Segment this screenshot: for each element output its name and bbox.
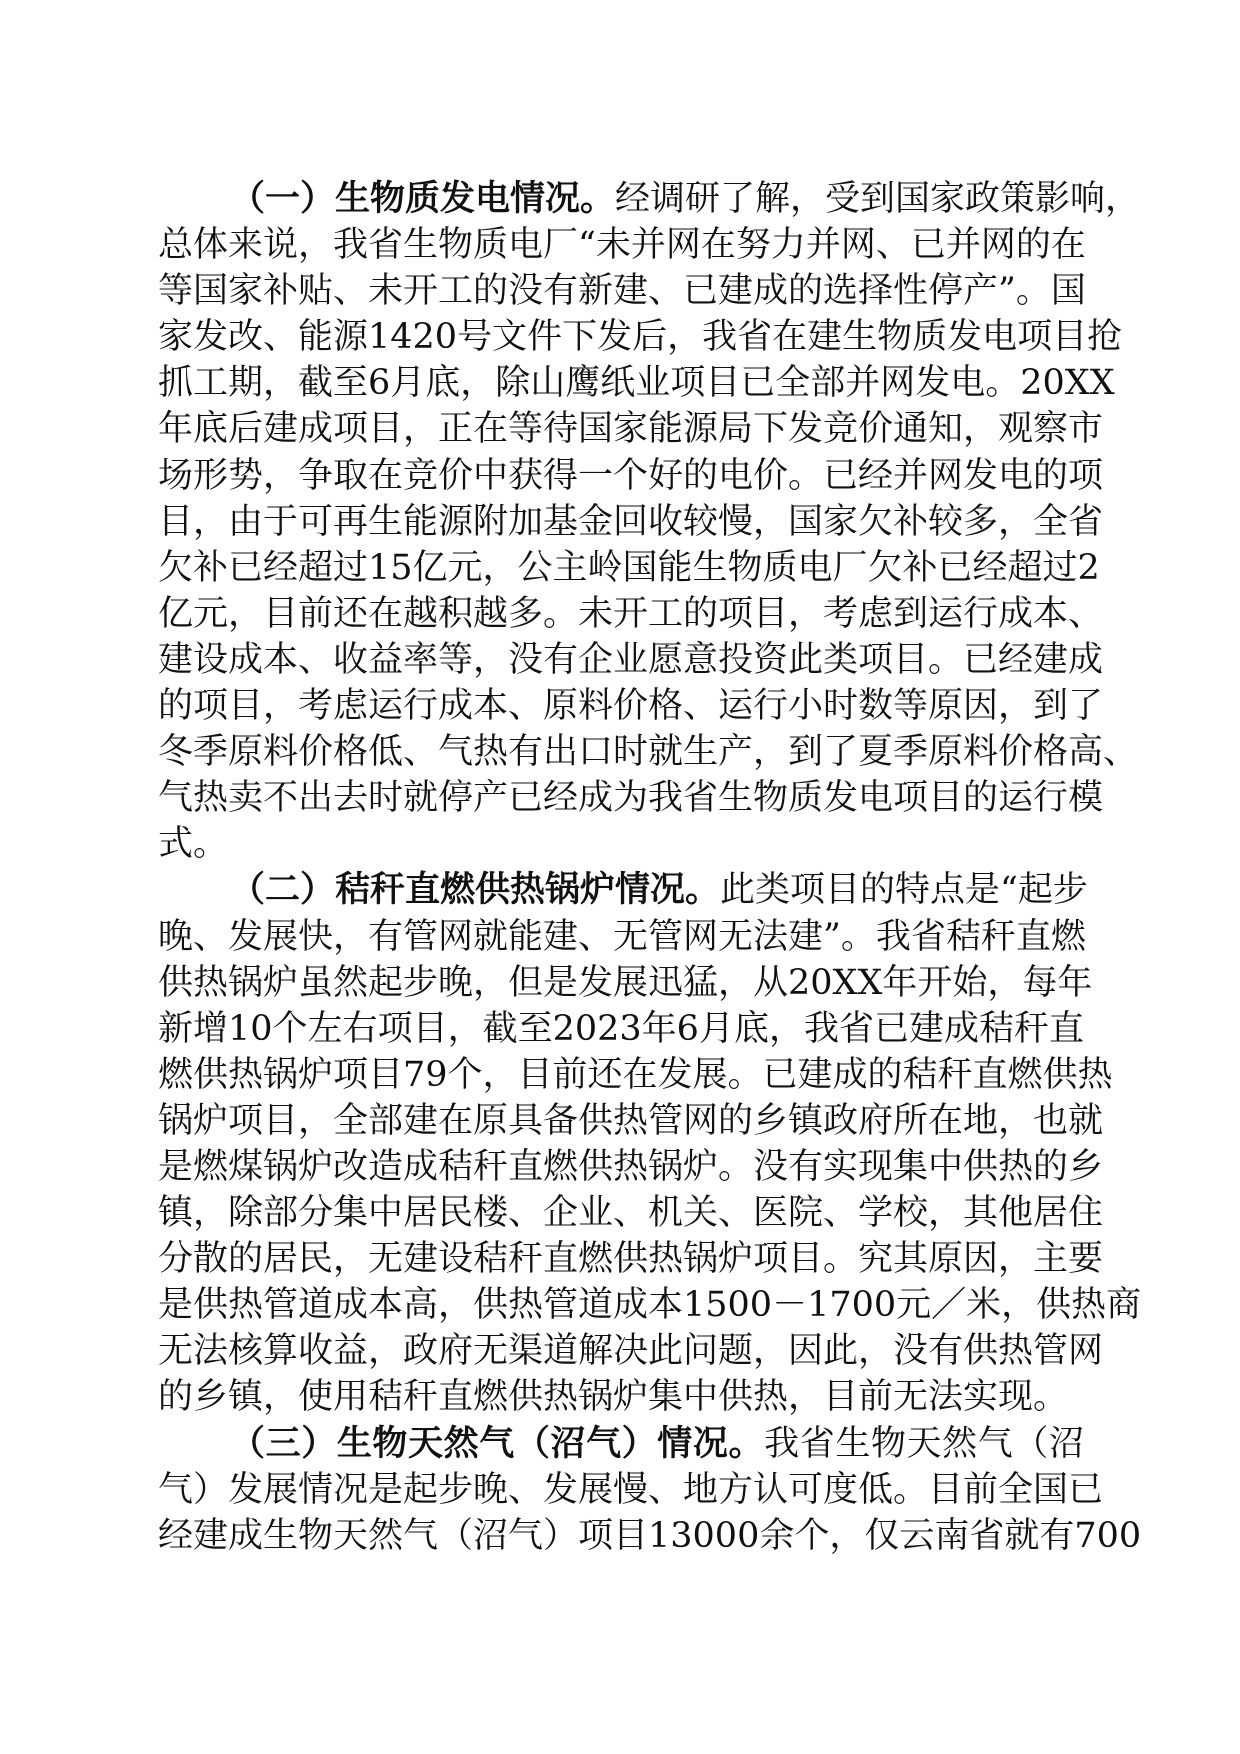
text-line: 经建成生物天然气（沼气）项目13000余个，仅云南省就有700 [158,1515,1142,1556]
text-line: 是燃煤锅炉改造成秸秆直燃供热锅炉。没有实现集中供热的乡 [158,1146,1104,1187]
section-heading: （二）秸秆直燃供热锅炉情况。 [230,869,721,911]
text-line: 燃供热锅炉项目79个，目前还在发展。已建成的秸秆直燃供热 [158,1054,1113,1095]
text-line: 的乡镇，使用秸秆直燃供热锅炉集中供热，目前无法实现。 [158,1377,1069,1418]
text-line: 锅炉项目，全部建在原具备供热管网的乡镇政府所在地，也就 [158,1100,1104,1141]
text-line: 亿元，目前还在越积越多。未开工的项目，考虑到运行成本、 [158,593,1104,634]
text-span: 此类项目的特点是“起步 [720,870,1088,911]
text-line: 目，由于可再生能源附加基金回收较慢，国家欠补较多，全省 [158,501,1104,542]
paragraph-lines [158,914,1142,1421]
text-line: 总体来说，我省生物质电厂“未并网在努力并网、已并网的在 [158,225,1086,266]
section-heading: （一）生物质发电情况。 [230,178,616,219]
section-heading: （三）生物天然气（沼气）情况。 [230,1422,765,1464]
text-line: 分散的居民，无建设秸秆直燃供热锅炉项目。究其原因，主要 [158,1239,1104,1280]
text-line: 气热卖不出去时就停产已经成为我省生物质发电项目的运行模 [158,778,1104,819]
text-line [158,1421,1084,1467]
text-line: 气）发展情况是起步晚、发展慢、地方认可度低。目前全国已 [158,1469,1104,1510]
text-line: 晚、发展快，有管网就能建、无管网无法建”。我省秸秆直燃 [158,916,1086,957]
text-line: 场形势，争取在竞价中获得一个好的电价。已经并网发电的项 [158,455,1104,496]
text-line: 新增10个左右项目，截至2023年6月底，我省已建成秸秆直 [158,1008,1084,1049]
text-line: 冬季原料价格低、气热有出口时就生产，到了夏季原料价格高、 [158,732,1139,773]
text-line: 的项目，考虑运行成本、原料价格、运行小时数等原因，到了 [158,686,1104,727]
text-line: 式。 [158,824,229,865]
paragraph-lines [158,1467,1142,1559]
text-line: 欠补已经超过15亿元，公主岭国能生物质电厂欠补已经超过2 [158,547,1100,588]
paragraph-lines [158,222,1139,867]
paragraph-straw-boiler [158,867,1142,1420]
text-line: 家发改、能源1420号文件下发后，我省在建生物质发电项目抢 [158,317,1123,358]
text-span: 我省生物天然气（沼 [764,1423,1084,1464]
text-line: 抓工期，截至6月底，除山鹰纸业项目已全部并网发电。20XX [158,363,1115,404]
text-line: 无法核算收益，政府无渠道解决此问题，因此，没有供热管网 [158,1331,1104,1372]
text-line [158,176,1141,222]
text-line: 是供热管道成本高，供热管道成本1500－1700元／米，供热商 [158,1285,1142,1326]
paragraph-biomass-power [158,176,1141,867]
document-body [158,176,1142,1559]
text-line [158,867,1088,913]
paragraph-biogas [158,1421,1142,1559]
text-line: 镇，除部分集中居民楼、企业、机关、医院、学校，其他居住 [158,1193,1104,1234]
text-line: 供热锅炉虽然起步晚，但是发展迅猛，从20XX年开始，每年 [158,962,1093,1003]
text-line: 年底后建成项目，正在等待国家能源局下发竞价通知，观察市 [158,409,1104,450]
text-line: 建设成本、收益率等，没有企业愿意投资此类项目。已经建成 [158,639,1104,680]
text-line: 等国家补贴、未开工的没有新建、已建成的选择性停产”。国 [158,271,1086,312]
text-span: 经调研了解，受到国家政策影响， [615,179,1141,219]
